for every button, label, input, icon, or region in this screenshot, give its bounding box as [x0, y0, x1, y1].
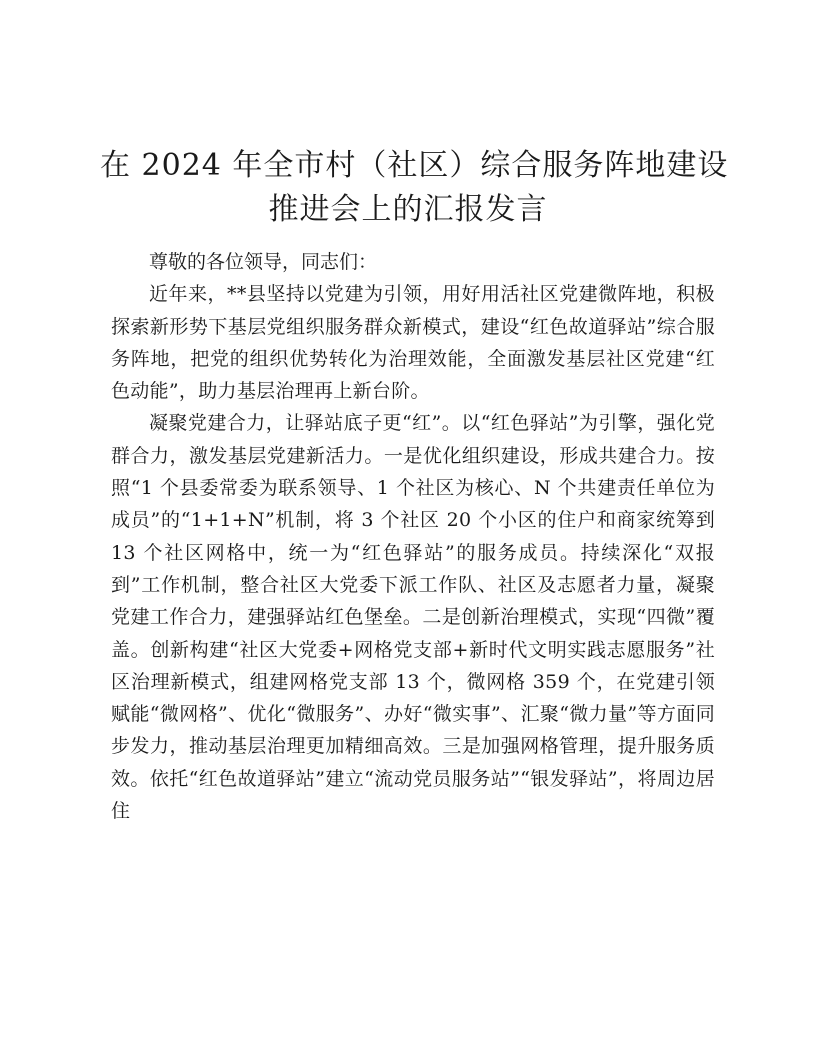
title-line-1: 在 2024 年全市村（社区）综合服务阵地建设 — [100, 148, 729, 183]
greeting: 尊敬的各位领导，同志们： — [149, 251, 378, 273]
paragraph-intro: 近年来，**县坚持以党建为引领，用好用活社区党建微阵地，积极探索新形势下基层党组织服务群众新模式，建设“红色故道驿站”综合服务阵地，把党的组织优势转化为治理效能，全面激发基层社区党建“红色动能”，助力基层治理再上新台阶。 — [111, 283, 715, 403]
title-line-2: 推进会上的汇报发言 — [268, 192, 548, 227]
document-title — [100, 144, 729, 232]
paragraph-party-building: 凝聚党建合力，让驿站底子更“红”。以“红色驿站”为引擎，强化党群合力，激发基层党建新活力。一是优化组织建设，形成共建合力。按照“1 个县委常委为联系领导、1 个社区为核心、N 个共建责任单位为成员”的“1+1+N”机制，将 3 个社区 20 个小区的住户和商家统筹到 13 个社区网格中，统一为“红色驿站”的服务成员。持续深化“双报到”工作机制，整合社区大党委下派工作队、社区及志愿者力量，凝聚党建工作合力，建强驿站红色堡垒。二是创新治理模式，实现“四微”覆盖。创新构建“社区大党委+网格党支部+新时代文明实践志愿服务”社区治理新模式，组建网格党支部 13 个，微网格 359 个，在党建引领赋能“微网格”、优化“微服务”、办好“微实事”、汇聚“微力量”等方面同步发力，推动基层治理更加精细高效。三是加强网格管理，提升服务质效。依托“红色故道驿站”建立“流动党员服务站”“银发驿站”，将周边居住 — [111, 412, 715, 823]
document-body — [111, 246, 715, 827]
